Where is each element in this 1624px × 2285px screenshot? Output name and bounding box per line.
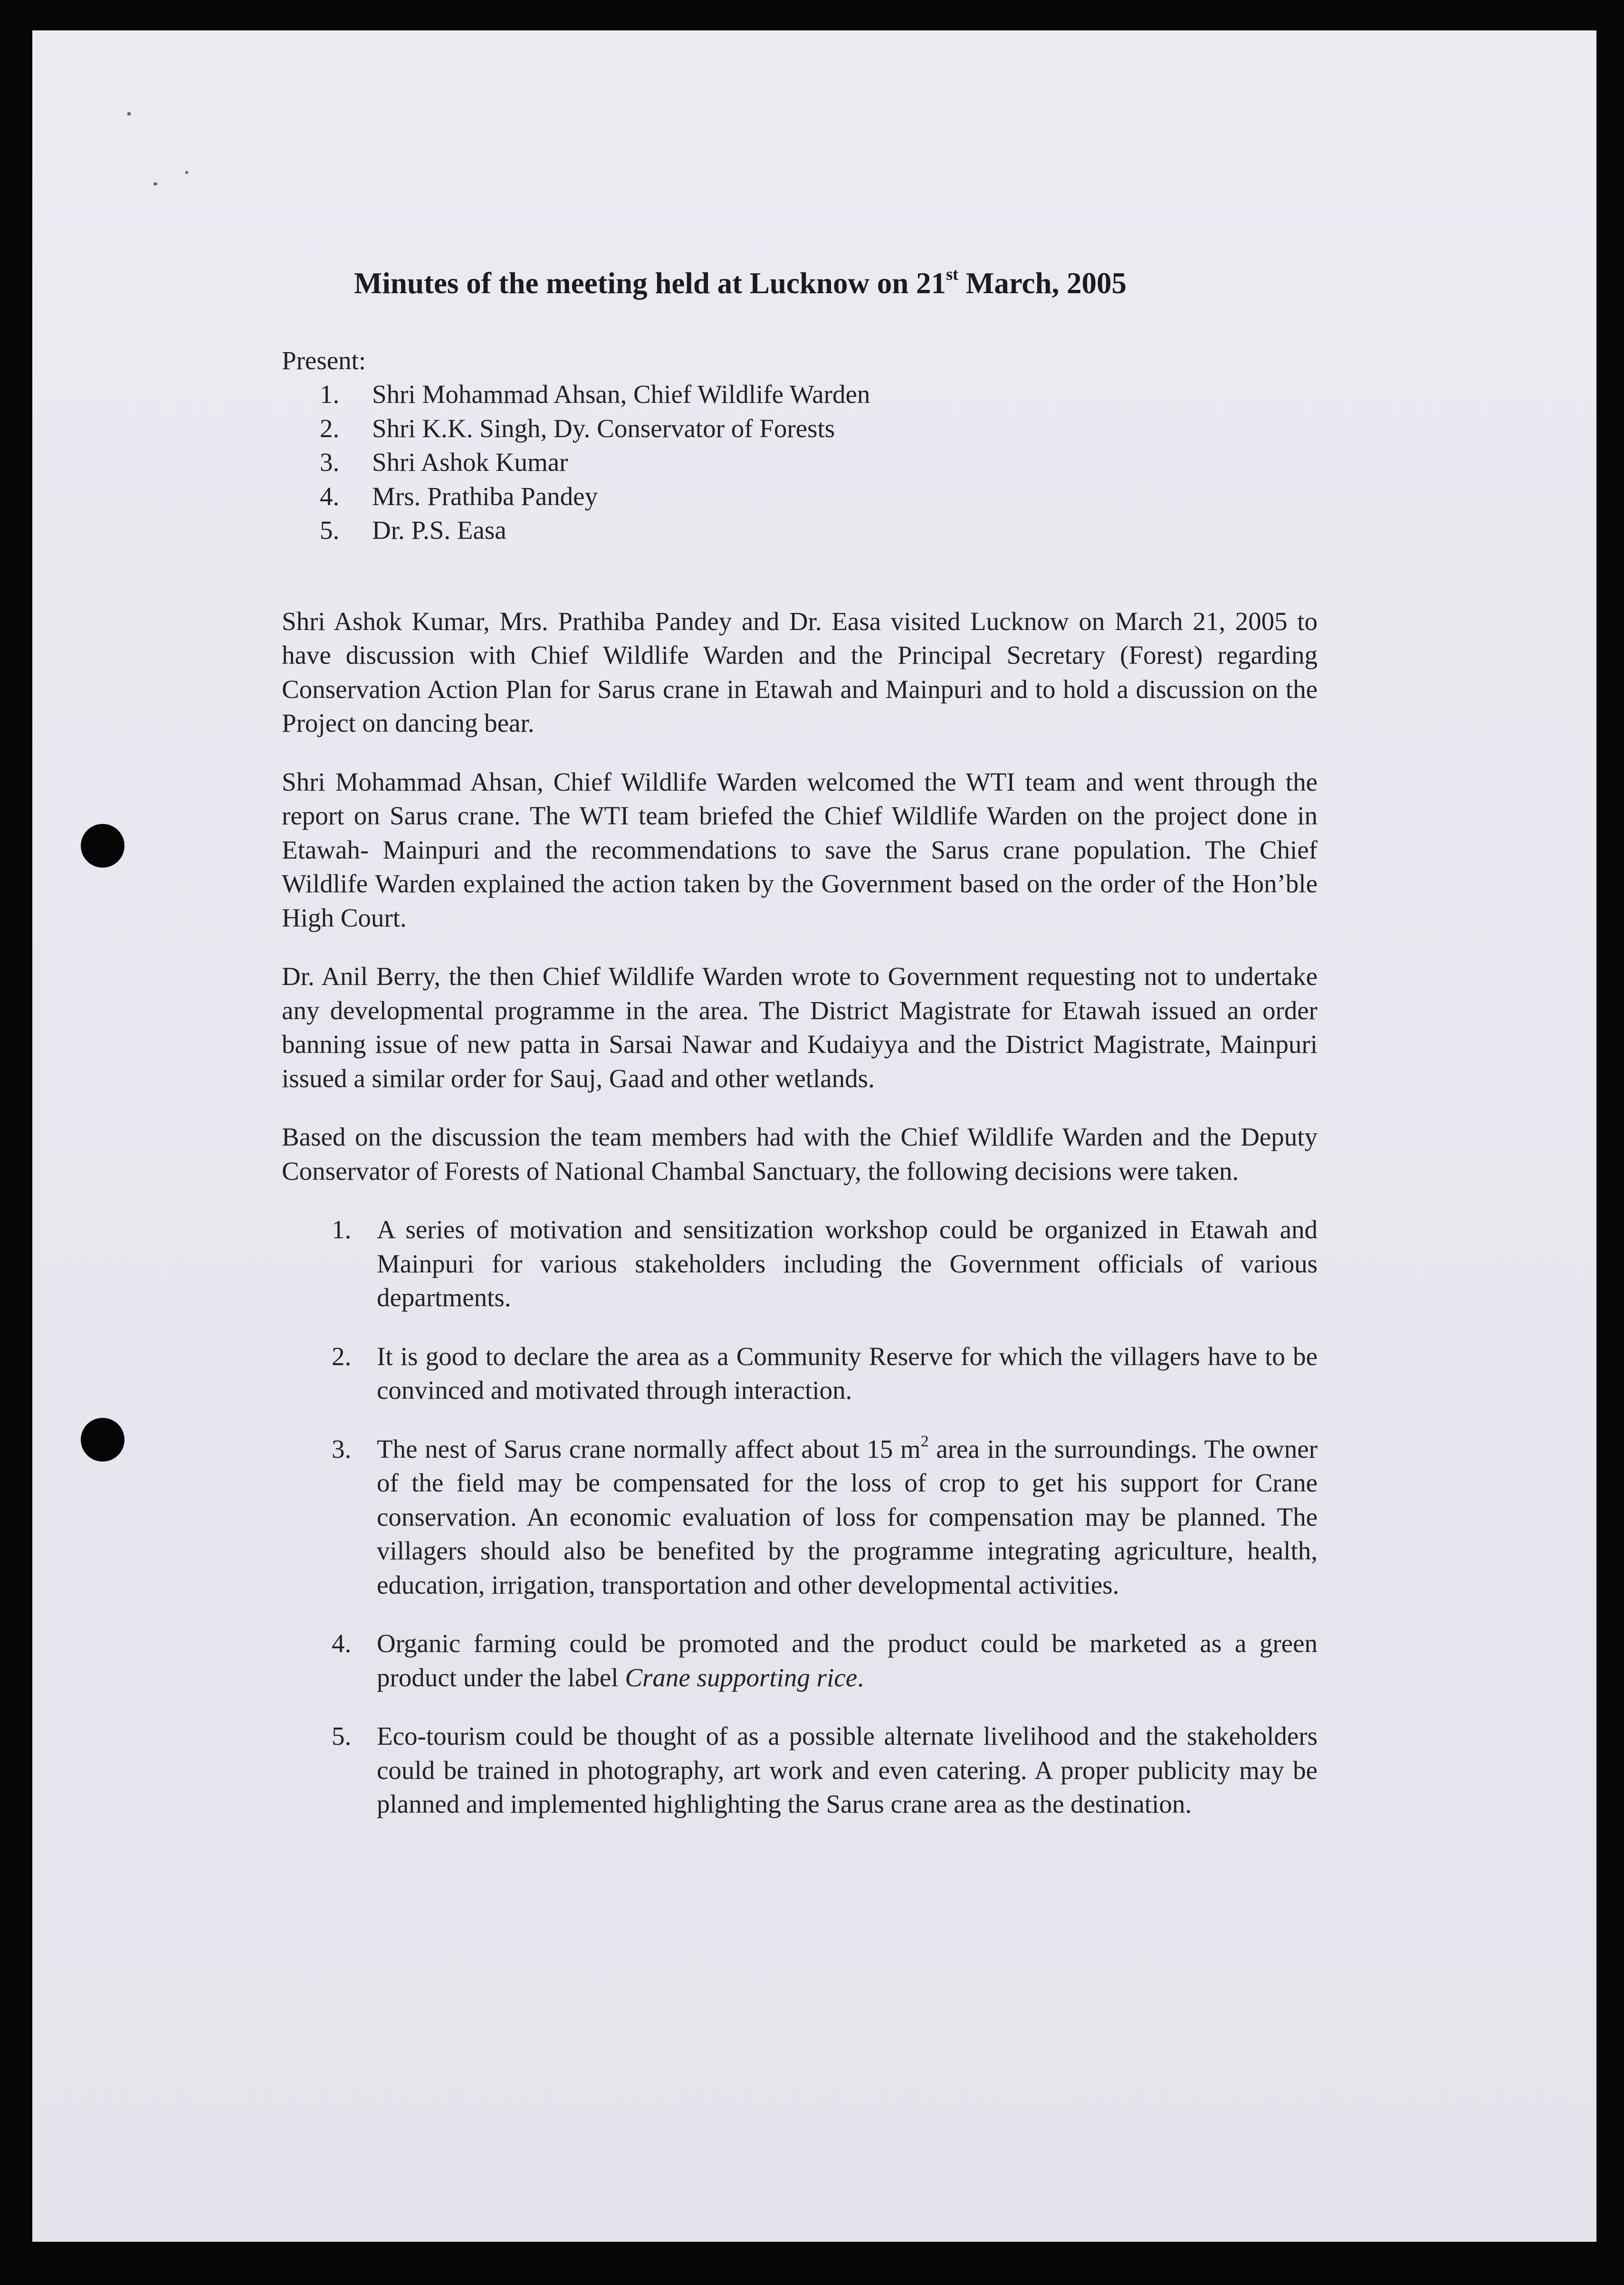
decision-text: It is good to declare the area as a Community Reserve for which the villagers have to be convinced and motivated through interaction.: [377, 1341, 1318, 1405]
paper-sheet: [32, 30, 1596, 2242]
decision-text-part: area in the surroundings. The owner of the field may be compensated for the loss of crop to get his support for Crane conservation. An economic evaluation of loss for compensation may be planned. The villagers should also be benefited by the programme integrating agriculture, health, education, irrigation, transportation and other developmental activities.: [377, 1434, 1318, 1599]
decision-text: [377, 1626, 1318, 1694]
attendee-item: [320, 445, 1318, 479]
document-title: [139, 266, 1341, 302]
attendee-name: Dr. P.S. Easa: [372, 516, 506, 545]
title-text: Minutes of the meeting held at Lucknow on 21: [353, 267, 946, 300]
decision-item: [332, 1626, 1318, 1694]
attendee-name: Shri K.K. Singh, Dy. Conservator of Forests: [372, 413, 835, 443]
title-date: March, 2005: [958, 267, 1127, 300]
paragraph-visit: Shri Ashok Kumar, Mrs. Prathiba Pandey and Dr. Easa visited Lucknow on March 21, 2005 to have discussion with Chief Wildlife Warden and the Principal Secretary (Forest) regarding Conservation Action Plan for Sarus crane in Etawah and Mainpuri and to hold a discussion on the Project on dancing bear.: [282, 606, 1318, 738]
paper-speck: [127, 112, 131, 115]
title-ordinal: st: [946, 265, 958, 284]
decision-number: 5.: [332, 1721, 352, 1751]
attendee-item: [320, 377, 1318, 411]
attendee-number: 4.: [320, 481, 340, 511]
attendee-number: 3.: [320, 448, 340, 477]
attendee-item: [320, 513, 1318, 547]
attendee-name: Shri Ashok Kumar: [372, 448, 568, 477]
decision-item: [332, 1719, 1318, 1821]
paragraph-welcome: Shri Mohammad Ahsan, Chief Wildlife Warden welcomed the WTI team and went through the report on Sarus crane. The WTI team briefed the Chief Wildlife Warden on the project done in Etawah- Mainpuri and the recommendations to save the Sarus crane population. The Chief Wildlife Warden explained the action taken by the Government based on the order of the Hon’ble High Court.: [282, 767, 1318, 932]
attendee-number: 2.: [320, 413, 340, 443]
punch-hole-bottom: [81, 1418, 124, 1462]
paragraph-orders: Dr. Anil Berry, the then Chief Wildlife Warden wrote to Government requesting not to undertake any developmental programme in the area. The District Magistrate for Etawah issued an order banning issue of new patta in Sarsai Nawar and Kudaiyya and the District Magistrate, Mainpuri issued a similar order for Sauj, Gaad and other wetlands.: [282, 962, 1318, 1093]
decision-number: 2.: [332, 1341, 352, 1371]
decision-item: [332, 1432, 1318, 1602]
decision-text: [377, 1432, 1318, 1602]
decision-number: 3.: [332, 1434, 352, 1463]
product-label-italic: Crane supporting rice: [625, 1663, 858, 1692]
decision-item: [332, 1339, 1318, 1407]
paragraph-decisions-intro: Based on the discussion the team members had with the Chief Wildlife Warden and the Deputy Conservator of Forests of National Chambal Sanctuary, the following decisions were taken.: [282, 1122, 1318, 1186]
decision-text: A series of motivation and sensitization workshop could be organized in Etawah and Mainpuri for various stakeholders including the Government officials of various departments.: [377, 1215, 1318, 1312]
attendee-number: 5.: [320, 516, 340, 545]
attendee-name: Shri Mohammad Ahsan, Chief Wildlife Warden: [372, 380, 870, 409]
decision-list: [282, 1213, 1318, 1821]
paper-speck: [185, 171, 188, 174]
punch-hole-top: [81, 824, 124, 868]
present-label: Present:: [282, 345, 366, 375]
attendee-name: Mrs. Prathiba Pandey: [372, 481, 598, 511]
decision-number: 1.: [332, 1215, 352, 1244]
decision-text-part: The nest of Sarus crane normally affect about 15 m: [377, 1434, 921, 1463]
document-body: [282, 266, 1318, 1846]
decision-item: [332, 1213, 1318, 1315]
decision-number: 4.: [332, 1629, 352, 1658]
decision-text-part: .: [857, 1663, 864, 1692]
paper-speck: [153, 182, 157, 185]
superscript-exponent: 2: [920, 1432, 929, 1450]
attendee-item: [320, 411, 1318, 446]
attendee-list: [282, 377, 1318, 547]
attendee-item: [320, 479, 1318, 514]
decision-text: Eco-tourism could be thought of as a possible alternate livelihood and the stakeholders could be trained in photography, art work and even catering. A proper publicity may be planned and implemented highlighting the Sarus crane area as the destination.: [377, 1721, 1318, 1819]
attendee-number: 1.: [320, 380, 340, 409]
decision-text-part: Organic farming could be promoted and the product could be marketed as a green product under the label: [377, 1629, 1318, 1692]
